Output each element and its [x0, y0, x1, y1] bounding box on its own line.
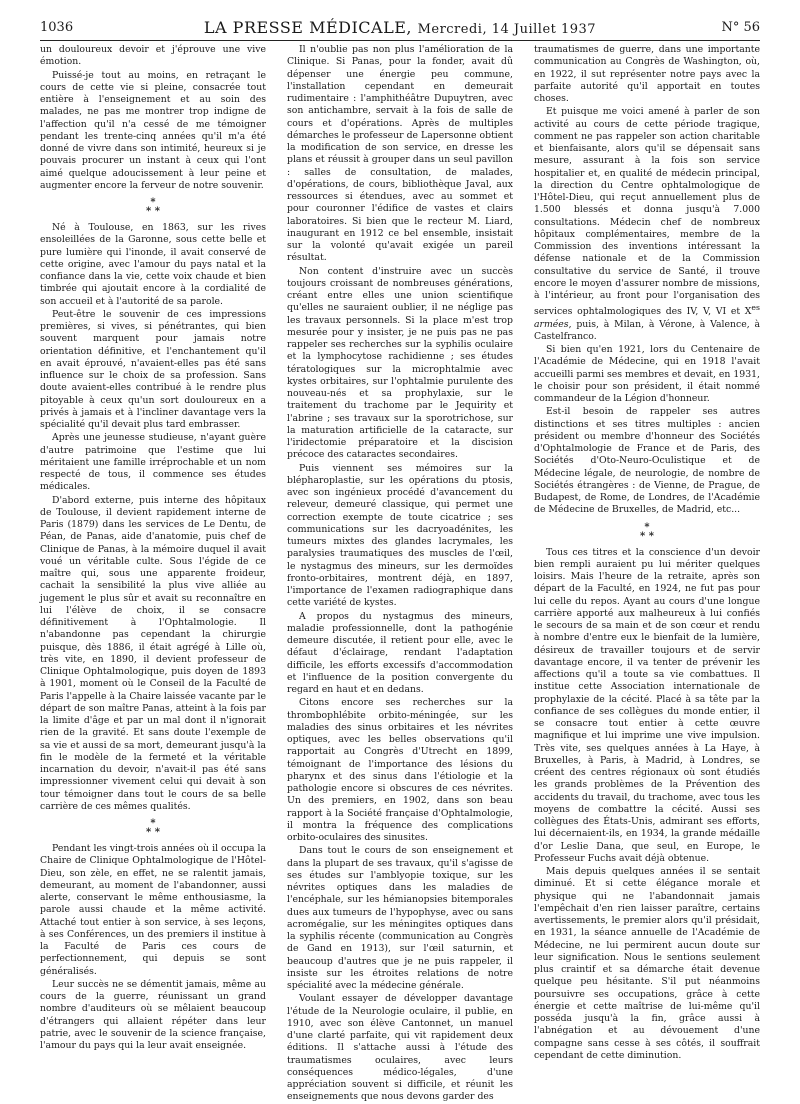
page-number: 1036	[40, 20, 74, 35]
paragraph: Pendant les vingt-trois années où il occupa la Chaire de Clinique Ophtalmologique de l'Hôtel-Dieu, son zèle, en effet, ne se ralentit jamais, demeurant, au moment de l'abandonner, aussi alerte, conservant le même enthousiasme, la parole aussi chaude et la même activité. Attaché tout entier à son service, à ses leçons, à ses Conférences, un des premiers il institue à la Faculté de Paris ces cours de perfectionnement, qui depuis se sont généralisés.	[40, 843, 266, 977]
paragraph: Si bien qu'en 1921, lors du Centenaire de l'Académie de Médecine, qui en 1918 l'avait accueilli parmi ses membres et devait, en 1931, le choisir pour son président, il était nommé commandeur de la Légion d'honneur.	[534, 344, 760, 405]
separator-star-top: *	[150, 818, 156, 829]
paragraph: Citons encore ses recherches sur la thrombophlébite orbito-méningée, sur les maladies des sinus orbitaires et les névrites optiques, avec les belles observations qu'il rapportait au Congrès d'Utrecht en 1899, témoignant de l'importance des lésions du pharynx et des sinus dans l'étiologie et la pathologie encore si obscures de ces névrites. Un des premiers, en 1902, dans son beau rapport à la Société française d'Ophtalmologie, il montra la fréquence des complications orbito-oculaires des sinusites.	[287, 697, 513, 843]
paragraph: Puis viennent ses mémoires sur la blépharoplastie, sur les opérations du ptosis, avec son ingénieux procédé d'avancement du releveur, demeuré classique, qui permet une correction exempte de toute cicatrice ; ses communications sur les dacryoadénites, les tumeurs mixtes des glandes lacrymales, les paralysies traumatiques des muscles de l'œil, le nystagmus des mineurs, sur les dermoïdes fronto-orbitaires, montrent déjà, en 1897, l'importance de l'examen radiographique dans cette variété de kystes.	[287, 462, 513, 609]
separator-star-top: *	[150, 197, 156, 208]
paragraph: Leur succès ne se démentit jamais, même au cours de la guerre, réunissant un grand nombre d'auditeurs où se mêlaient beaucoup d'étrangers qui allaient répéter dans leur patrie, avec le souvenir de la science française, l'amour du pays qui la leur avait enseignée.	[40, 978, 266, 1051]
paragraph: un douloureux devoir et j'éprouve une vive émotion.	[40, 44, 266, 68]
separator-star-bottom: * *	[146, 206, 160, 217]
separator-star-bottom: * *	[146, 827, 160, 838]
italic-word: armées	[534, 318, 569, 330]
paragraph: Mais depuis quelques années il se sentait diminué. Et si cette élégance morale et physique qui ne l'abandonnait jamais l'empêchait d'en rien laisser paraître, certains avertissements, le premier alors qu'il présidait, en 1931, la séance annuelle de l'Académie de Médecine, ne lui permirent aucun doute sur leur signification. Nous le sentions seulement plus craintif et sa démarche était devenue quelque peu hésitante. S'il put néanmoins poursuivre ses occupations, grâce à cette énergie et cette maîtrise de lui-même qu'il posséda jusqu'à la fin, grâce aussi à l'abnégation et au dévouement d'une compagne sans cesse à ses côtés, il souffrait cependant de cette diminution.	[534, 866, 760, 1061]
separator-star-bottom: * *	[640, 530, 654, 542]
issue-date: Mercredi, 14 Juillet 1937	[417, 22, 597, 37]
paragraph: Après une jeunesse studieuse, n'ayant guère d'autre patrimoine que l'estime que lui méritaient une famille irréprochable et un nom respecté de tous, il commence ses études médicales.	[40, 432, 266, 493]
paragraph: Il n'oublie pas non plus l'amélioration de la Clinique. Si Panas, pour la fonder, avait dû dépenser une énergie peu commune, l'installation cependant en demeurait rudimentaire : l'amphithéâtre Dupuytren, avec son antichambre, servait à la fois de salle de cours et d'opérations. Après de multiples démarches le professeur de Lapersonne obtient la modification de son service, en dresse les plans et réussit à grouper dans un seul pavillon : salles de consultation, de malades, d'opérations, de cours, bibliothèque Javal, aux ressources si étendues, avec au sommet et pour couronner l'édifice de vastes et clairs laboratoires. Si bien que le recteur M. Liard, inaugurant en 1912 ce bel ensemble, insistait sur la volonté qu'avait exigée un pareil résultat.	[287, 44, 513, 264]
paragraph: traumatismes de guerre, dans une importante communication au Congrès de Washington, où, en 1922, il sut représenter notre pays avec la parfaite autorité qu'il apportait en toutes choses.	[534, 44, 760, 104]
section-separator	[40, 819, 266, 837]
column-3	[534, 44, 760, 1074]
running-head	[40, 18, 760, 37]
page-header	[40, 16, 760, 41]
issue-number: N° 56	[721, 20, 760, 35]
paragraph: Voulant essayer de développer davantage l'étude de la Neurologie oculaire, il publie, en 1910, avec son élève Cantonnet, un manuel d'une clarté parfaite, qui vit rapidement deux éditions. Il s'attache aussi à l'étude des traumatismes oculaires, avec leurs conséquences médico-légales, d'une appréciation souvent si difficile, et réunit les enseignements que nous devons garder des	[287, 993, 513, 1103]
paragraph-text: , puis, à Milan, à Vérone, à Valence, à Castelfranco.	[534, 318, 760, 342]
section-separator	[40, 198, 266, 216]
column-2	[287, 44, 513, 1103]
separator-star-top: *	[644, 521, 650, 533]
paragraph: D'abord externe, puis interne des hôpitaux de Toulouse, il devient rapidement interne de Paris (1879) dans les services de Le Dentu, de Péan, de Panas, aide d'anatomie, puis chef de Clinique de Panas, à la mémoire duquel il avait voué un véritable culte. Sous l'égide de ce maître qui, sous une apparente froideur, cachait la sensibilité la plus vive alliée au jugement le plus sûr et avait su reconnaître en lui l'élève de choix, il se consacre définitivement à l'Ophtalmologie. Il n'abandonne pas cependant la chirurgie puisque, dès 1886, il était agrégé à Lille où, très vite, en 1890, il devient professeur de Clinique Ophtalmologique, puis doyen de 1893 à 1901, moment où le Conseil de la Faculté de Paris l'appelle à la Chaire laissée vacante par le départ de son maître Panas, atteint à la fois par la limite d'âge et par un mal dont il n'ignorait rien de la gravité. Et sans doute l'exemple de sa vie et aussi de sa mort, demeurant jusqu'à la fin le modèle de la fermeté et la véritable incarnation du devoir, n'avait-il pas été sans impressionner vivement celui qui devait à son tour témoigner dans tout le cours de sa belle carrière de ces mêmes qualités.	[40, 494, 266, 812]
column-1	[40, 44, 266, 1074]
paragraph-text: Et puisque me voici amené à parler de son activité au cours de cette période tragique, comment ne pas rappeler son action charitable et bienfaisante, alors qu'il se dépensait sans mesure, assurant à la fois son service hospitalier et, en qualité de médecin principal, la direction du Centre ophtalmologique de l'Hôtel-Dieu, qui reçut annuellement plus de 1.500 blessés et donna jusqu'à 7.000 consultations. Médecin chef de nombreux hôpitaux complémentaires, membre de la Commission des inventions intéressant la défense nationale et de la Commission consultative du service de Santé, il trouve encore le moyen d'assurer nombre de missions, à l'intérieur, au front pour l'organisation des services ophtalmologiques des IV, V, VI et X	[534, 106, 760, 318]
paragraph: Non content d'instruire avec un succès toujours croissant de nombreuses générations, créant entre elles une union scientifique qu'elles ne sauraient oublier, il ne néglige pas les travaux personnels. Si la place m'est trop mesurée pour y insister, je ne puis pas ne pas rappeler ses recherches sur la syphilis oculaire et la lymphocytose rachidienne ; ses études tératologiques sur la microphtalmie avec kystes orbitaires, sur l'ophtalmie purulente des nouveau-nés et sa prophylaxie, sur le traitement du trachome par le Jequirity et l'abrine ; ses travaux sur la sporotrichose, sur la maturation artificielle de la cataracte, sur l'iridectomie préparatoire et la discision précoce des cataractes secondaires.	[287, 265, 513, 461]
paragraph: Est-il besoin de rappeler ses autres distinctions et ses titres multiples : ancien président ou membre d'honneur des Sociétés d'Ophtalmologie de France et de Paris, des Sociétés d'Oto-Neuro-Oculistique et de Médecine légale, de neurologie, de nombre de Sociétés étrangères : de Vienne, de Prague, de Budapest, de Rome, de Londres, de l'Académie de Médecine de Bruxelles, de Madrid, etc...	[534, 406, 760, 516]
paragraph: Peut-être le souvenir de ces impressions premières, si vives, si pénétrantes, qui bien souvent marquent pour jamais notre orientation définitive, et l'enchantement qu'il en avait éprouvé, n'avaient-elles pas été sans influence sur le choix de sa profession. Sans doute avaient-elles contribué à le rendre plus pitoyable à ceux qu'un sort douloureux en a privés à jamais et à l'incliner davantage vers la spécialité qu'il devait plus tard embrasser.	[40, 308, 266, 430]
paragraph: Tous ces titres et la conscience d'un devoir bien rempli auraient pu lui mériter quelques loisirs. Mais l'heure de la retraite, après son départ de la Faculté, en 1924, ne fut pas pour lui celle du repos. Ayant au cours d'une longue carrière apporté aux malheureux à lui confiés le secours de sa main et de son cœur et rendu à nombre d'entre eux le bienfait de la lumière, désireux de travailler toujours et de servir davantage encore, il va tenter de prévenir les affections qu'il a toute sa vie combattues. Il institue cette Association internationale de prophylaxie de la cécité. Placé à sa tête par la confiance de ses collègues du monde entier, il se consacre tout entier à cette œuvre magnifique et lui imprime une vive impulsion. Très vite, ses quelques années à La Haye, à Bruxelles, à Paris, à Madrid, à Londres, se créent des centres régionaux où sont étudiés les grands problèmes de la Prévention des accidents du travail, du trachome, avec tous les moyens de combattre la cécité. Aussi ses collègues des États-Unis, admirant ses efforts, lui décernaient-ils, en 1934, la grande médaille d'or Leslie Dana, que seul, en Europe, le Professeur Fuchs avait déjà obtenue.	[534, 546, 760, 864]
paragraph: Puissé-je tout au moins, en retraçant le cours de cette vie si pleine, consacrée tout entière à l'enseignement et au soin des malades, ne pas me montrer trop indigne de l'affection qu'il n'a cessé de me témoigner pendant les trente-cinq années qu'il m'a été donné de vivre dans son intimité, heureux si je pouvais procurer un instant à ceux qui l'ont aimé quelque adoucissement à leur peine et augmenter encore la ferveur de notre souvenir.	[40, 69, 266, 191]
section-separator	[534, 523, 760, 541]
paragraph: A propos du nystagmus des mineurs, maladie professionnelle, dont la pathogénie demeure discutée, il retient pour elle, avec le défaut d'éclairage, rendant l'adaptation difficile, les efforts excessifs d'accommodation et l'influence de la position convergente du regard en haut et en dedans.	[287, 610, 513, 695]
journal-title: LA PRESSE MÉDICALE,	[203, 18, 412, 37]
paragraph: Et puisque me voici amené à parler de son activité au cours de cette période tragique, comment ne pas rappeler son action charitable et bienfaisante, alors qu'il se dépensait sans mesure, assurant à la fois son service hospitalier et, en qualité de médecin principal, la direction du Centre ophtalmologique de l'Hôtel-Dieu, qui reçut annuellement plus de 1.500 blessés et donna jusqu'à 7.000 consultations. Médecin chef de nombreux hôpitaux complémentaires, membre de la Commission des inventions intéressant la défense nationale et de la Commission consultative du service de Santé, il trouve encore le moyen d'assurer nombre de missions, à l'intérieur, au front pour l'organisation des services ophtalmologiques des IV, V, VI et $X^{es}$ armées, puis, à Milan, à Vérone, à Valence, à Castelfranco.	[534, 106, 760, 342]
paragraph: Né à Toulouse, en 1863, sur les rives ensoleillées de la Garonne, sous cette belle et pure lumière qui l'inonde, il avait conservé de cette origine, avec l'amour du pays natal et la confiance dans la vie, cette voix chaude et bien timbrée qui ajoutait encore à la cordialité de son accueil et à l'autorité de sa parole.	[40, 222, 266, 307]
paragraph: Dans tout le cours de son enseignement et dans la plupart de ses travaux, qu'il s'agisse de ses études sur l'amblyopie toxique, sur les névrites optiques dans les maladies de l'encéphale, sur les hémianopsies bitemporales dues aux tumeurs de l'hypophyse, avec ou sans acromégalie, sur les méningites optiques dans la syphilis récente (communication au Congrès de Gand en 1913), sur l'œil saturnin, et beaucoup d'autres que je ne puis rappeler, il insiste sur les étroites relations de notre spécialité avec la médecine générale.	[287, 845, 513, 991]
